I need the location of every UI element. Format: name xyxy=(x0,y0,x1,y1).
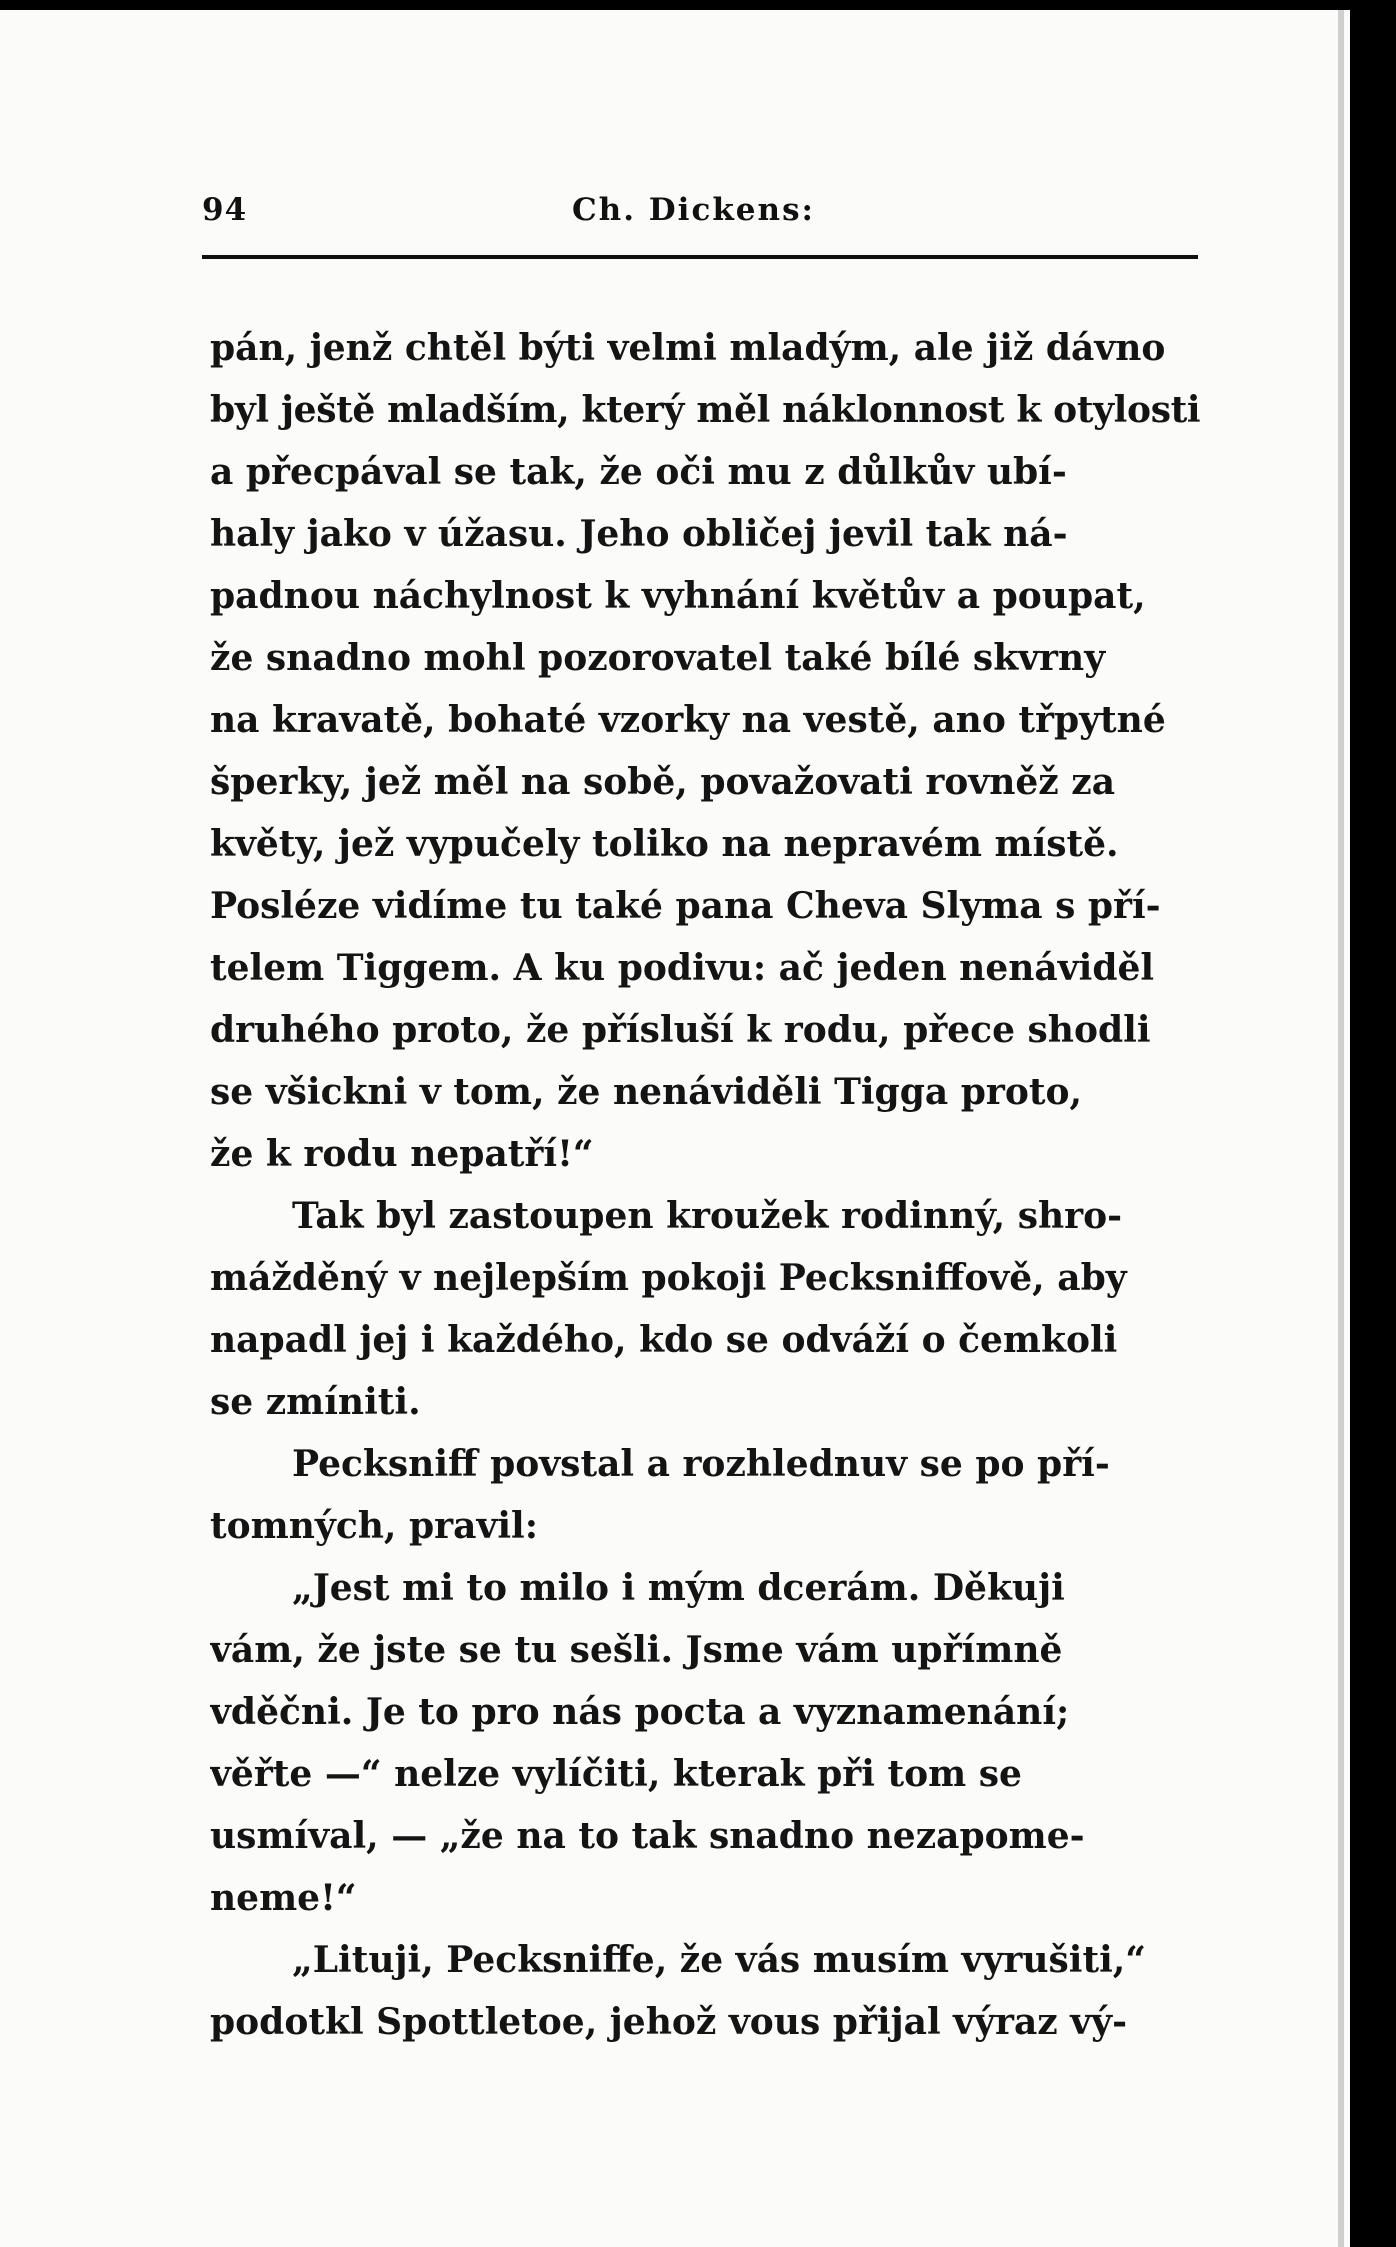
text-line: a přecpával se tak, že oči mu z důlkův ubí- xyxy=(210,451,1067,493)
text-line: druhého proto, že přísluší k rodu, přece shodli xyxy=(210,1009,1151,1051)
page-edge-shadow xyxy=(1338,10,1344,2247)
text-line: Pecksniff povstal a rozhlednuv se po pří- xyxy=(292,1443,1110,1485)
text-line: usmíval, — „že na to tak snadno nezapome- xyxy=(210,1815,1085,1857)
text-line: podotkl Spottletoe, jehož vous přijal výraz vý- xyxy=(210,2001,1128,2043)
text-line: že snadno mohl pozorovatel také bílé skvrny xyxy=(210,637,1106,679)
page-number: 94 xyxy=(202,192,248,228)
text-line: napadl jej i každého, kdo se odváží o čemkoli xyxy=(210,1319,1118,1361)
text-line: se všickni v tom, že nenáviděli Tigga proto, xyxy=(210,1071,1083,1113)
text-line: na kravatě, bohaté vzorky na vestě, ano třpytné xyxy=(210,699,1166,741)
text-line: šperky, jež měl na sobě, považovati rovněž za xyxy=(210,761,1116,803)
text-line: „Lituji, Pecksniffe, že vás musím vyrušiti,“ xyxy=(292,1939,1146,1981)
running-head: Ch. Dickens: xyxy=(572,192,815,228)
text-line: byl ještě mladším, který měl náklonnost k otylosti xyxy=(210,389,1200,431)
text-line: tomných, pravil: xyxy=(210,1505,539,1547)
text-line: padnou náchylnost k vyhnání květův a poupat, xyxy=(210,575,1146,617)
text-line: haly jako v úžasu. Jeho obličej jevil tak ná- xyxy=(210,513,1068,555)
text-line: vděčni. Je to pro nás pocta a vyznamenání; xyxy=(210,1691,1070,1733)
text-line: vám, že jste se tu sešli. Jsme vám upřímně xyxy=(210,1629,1063,1671)
text-line: se zmíniti. xyxy=(210,1381,421,1423)
text-line: „Jest mi to milo i mým dcerám. Děkuji xyxy=(292,1567,1065,1609)
text-line: neme!“ xyxy=(210,1877,357,1919)
text-line: telem Tiggem. A ku podivu: ač jeden nenáviděl xyxy=(210,947,1155,989)
text-line: věřte —“ nelze vylíčiti, kterak při tom se xyxy=(210,1753,1022,1795)
text-line: pán, jenž chtěl býti velmi mladým, ale již dávno xyxy=(210,327,1166,369)
text-line: Tak byl zastoupen kroužek rodinný, shro- xyxy=(292,1195,1123,1237)
text-line: Posléze vidíme tu také pana Cheva Slyma s pří- xyxy=(210,885,1161,927)
text-line: že k rodu nepatří!“ xyxy=(210,1133,594,1175)
book-page xyxy=(0,10,1350,2247)
page-header xyxy=(202,182,1202,232)
text-line: mážděný v nejlepším pokoji Pecksniffově, aby xyxy=(210,1257,1127,1299)
body-text xyxy=(210,317,1200,2053)
header-rule xyxy=(202,255,1198,259)
text-line: květy, jež vypučely toliko na nepravém místě. xyxy=(210,823,1119,865)
